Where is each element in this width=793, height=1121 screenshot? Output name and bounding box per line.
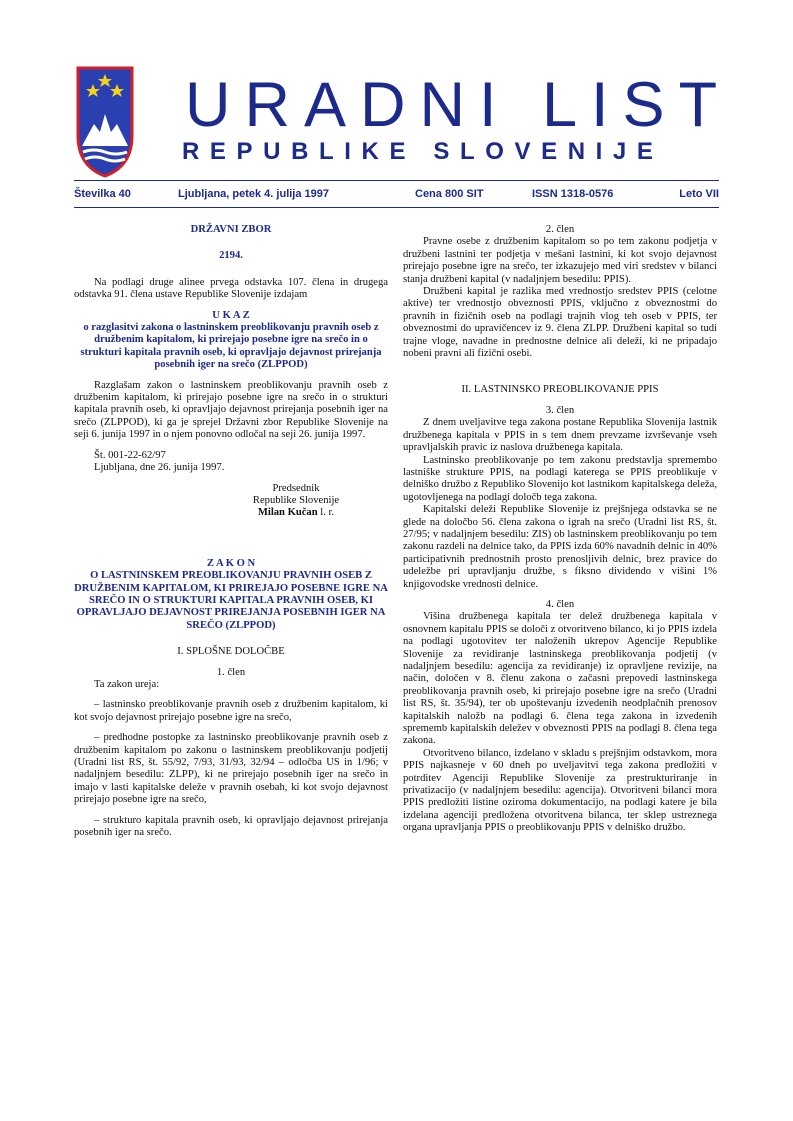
paragraph: Pravne osebe z družbenim kapitalom so po tem zakonu podjetja v družbeni lastnini ter podjetja v mešani lastnini, ki kot svojo dejavnost prirejajo posebne igre na srečo, ter izkazujejo med viri sredstev v bilanci stanja družbeni kapital (v nadaljnjem besedilu: PPIS).: [403, 236, 717, 285]
list-item: – predhodne postopke za lastninsko preoblikovanje pravnih oseb z družbenim kapitalom po zakonu o lastninskem preoblikovanju podjetij (Uradni list RS, št. 55/92, 7/93, 31/93, 32/94 – odločba US in 1/96; v nadaljnjem besedilu: ZLPP), ki ne prirejajo posebnih iger na srečo in imajo v lasti kapitalske deleže v pravnih osebah, ki kot svojo dejavnost prirejajo posebne igre na srečo,: [74, 732, 388, 806]
paragraph: Družbeni kapital je razlika med vrednostjo sredstev PPIS (celotne aktive) ter vrednostjo obveznosti PPIS, vključno z obveznostmi do pravnih in fizičnih oseb na podlagi trajnih vlog teh oseb v PPIS, ter obveznostmi do upravičencev iz 9. člena ZLPP. Družbeni kapital so tudi trajne vloge, navadne in prednostne delnice ali deleži, ki ne pripadajo nobeni pravni ali fizični osebi.: [403, 286, 717, 360]
article-heading: 2. člen: [545, 224, 575, 235]
act-number: 2194.: [219, 250, 243, 262]
ukaz-text: Razglašam zakon o lastninskem preoblikovanju pravnih oseb z družbenim kapitalom, ki prirejajo posebne igre na srečo in o strukturi kapitala pravnih oseb, ki opravljajo dejavnost prirejanja posebnih iger na srečo (ZLPPOD), ki ga je sprejel Državni zbor Republike Slovenije na seji 6. junija 1997 in o njem ponovno odločal na seji 26. junija 1997.: [74, 379, 388, 441]
right-column: [403, 224, 717, 835]
paragraph: Otvoritveno bilanco, izdelano v skladu s prejšnjim odstavkom, mora PPIS najkasneje v 60 dneh po uveljavitvi tega zakona predložiti v potrditev Agenciji Republike Slovenije za prestrukturiranje in privatizacijo (v nadaljnjem besedilu: agencija). Otvoritveni bilanci mora PPIS predložiti listine oziroma dokumentacijo, na podlagi katere je bila izdelana agenciji predložena otvoritvena bilanca, ter sklep ustreznega organa upravljanja PPIS o preoblikovanju PPIS v delniško družbo.: [403, 747, 717, 834]
signatory-name: Milan Kučan: [257, 507, 318, 519]
chapter-heading: I. SPLOŠNE DOLOČBE: [177, 646, 285, 658]
chapter-heading: II. LASTNINSKO PREOBLIKOVANJE PPIS: [461, 384, 659, 396]
left-column: [74, 224, 388, 839]
ukaz-title: U K A Z: [212, 309, 250, 321]
signature-suffix: l. r.: [317, 507, 335, 519]
article-heading: 4. člen: [545, 598, 575, 610]
ukaz-subtitle: o razglasitvi zakona o lastninskem preoblikovanju pravnih oseb z družbenim kapitalom, ki prirejajo posebne igre na srečo in o strukturi kapitala pravnih oseb, ki opravljajo dejavnost prirejanja posebnih iger na srečo (ZLPPOD): [80, 322, 382, 371]
zakon-subtitle: O LASTNINSKEM PREOBLIKOVANJU PRAVNIH OSEB Z DRUŽBENIM KAPITALOM, KI PRIREJAJO POSEBNE IGRE NA SREČO IN O STRUKTURI KAPITALA PRAVNIH OSEB, KI OPRAVLJAJO DEJAVNOST PRIREJANJA POSEBNIH IGER NA SREČO (ZLPPOD): [74, 570, 388, 631]
reference-number: Št. 001-22-62/97: [94, 449, 166, 461]
signature-title: Predsednik: [272, 482, 320, 494]
list-item: – lastninsko preoblikovanje pravnih oseb z družbenim kapitalom, ki kot svojo dejavnost prirejajo posebne igre na srečo,: [74, 699, 388, 723]
publication-subtitle: REPUBLIKE SLOVENIJE: [182, 138, 664, 165]
paragraph: Kapitalski deleži Republike Slovenije iz prejšnjega odstavka se ne glede na določbo 56. člena zakona o igrah na srečo (Uradni list RS, št. 27/95; v nadaljnjem besedilu: ZIS) ob lastninskem preoblikovanju po tem zakonu razdeli na delnice tako, da PPIS izda 60% navadnih delnic in 40% participativnih prednostnih prosto prenosljivih delnic, brez pravice do udeležbe pri upravljanju družbe, s fiksno dividendo v višini 1% knjigovodske vrednosti delnice.: [403, 504, 717, 590]
article-heading: 1. člen: [216, 666, 246, 678]
reference-date: Ljubljana, dne 26. junija 1997.: [94, 462, 225, 474]
issue-number: Številka 40: [74, 188, 131, 200]
issn: ISSN 1318-0576: [532, 188, 614, 200]
signature-block: [74, 507, 388, 519]
preamble: Na podlagi druge alinee prvega odstavka 107. člena in drugega odstavka 91. člena ustave Republike Slovenije izdajam: [74, 276, 388, 301]
article-intro: Ta zakon ureja:: [94, 678, 160, 690]
masthead: [74, 66, 732, 176]
list-item: – strukturo kapitala pravnih oseb, ki opravljajo dejavnost prirejanja posebnih iger na srečo.: [74, 814, 388, 839]
paragraph: Lastninsko preoblikovanje po tem zakonu predstavlja spremembo lastniške strukture PPIS, na podlagi katerega se PPIS preoblikuje v delniško družbo z Republiko Slovenijo kot lastnikom kapitalskega deleža, ugotovljenega na podlagi določb tega zakona.: [403, 454, 717, 503]
article-heading: 3. člen: [545, 404, 575, 416]
coat-of-arms-icon: [74, 66, 136, 178]
publication-title: URADNI LIST: [185, 70, 732, 140]
zakon-title: Z A K O N: [206, 557, 256, 569]
paragraph: Višina družbenega kapitala ter delež družbenega kapitala v osnovnem kapitalu PPIS se določi z otvoritveno bilanco, ki jo PPIS izdela na podlagi ugotovitev ter naloženih ukrepov Agencije Republike Slovenije za revidiranje lastninskega preoblikovanja podjetij (v nadaljnjem besedilu: agencija za revidiranje) iz opravljene revizije, na način, določen v 8. členu zakona o začasni prepovedi lastninskega preoblikovanja pravnih oseb, ki prirejajo posebne igre na srečo (Uradni list RS, št. 35/94), ter ob upoštevanju izvedenih neodplačnih prenosov kapitalskih naložb na podlagi 6. člena tega zakona in izvedenih sprememb kapitalskih deležev v obveznosti PPIS na podlagi 8. člena tega zakona.: [403, 611, 717, 747]
issue-price: Cena 800 SIT: [415, 188, 484, 200]
signature-office: Republike Slovenije: [252, 494, 340, 506]
section-heading: DRŽAVNI ZBOR: [190, 224, 272, 235]
issue-date: Ljubljana, petek 4. julija 1997: [178, 188, 330, 200]
issue-info-bar: [74, 180, 719, 208]
volume-year: Leto VII: [679, 188, 719, 200]
paragraph: Z dnem uveljavitve tega zakona postane Republika Slovenija lastnik družbenega kapitala v PPIS in s tem dnem prevzame izvrševanje vseh upravljalskih pravic iz naslova družbenega kapitala.: [403, 417, 717, 454]
